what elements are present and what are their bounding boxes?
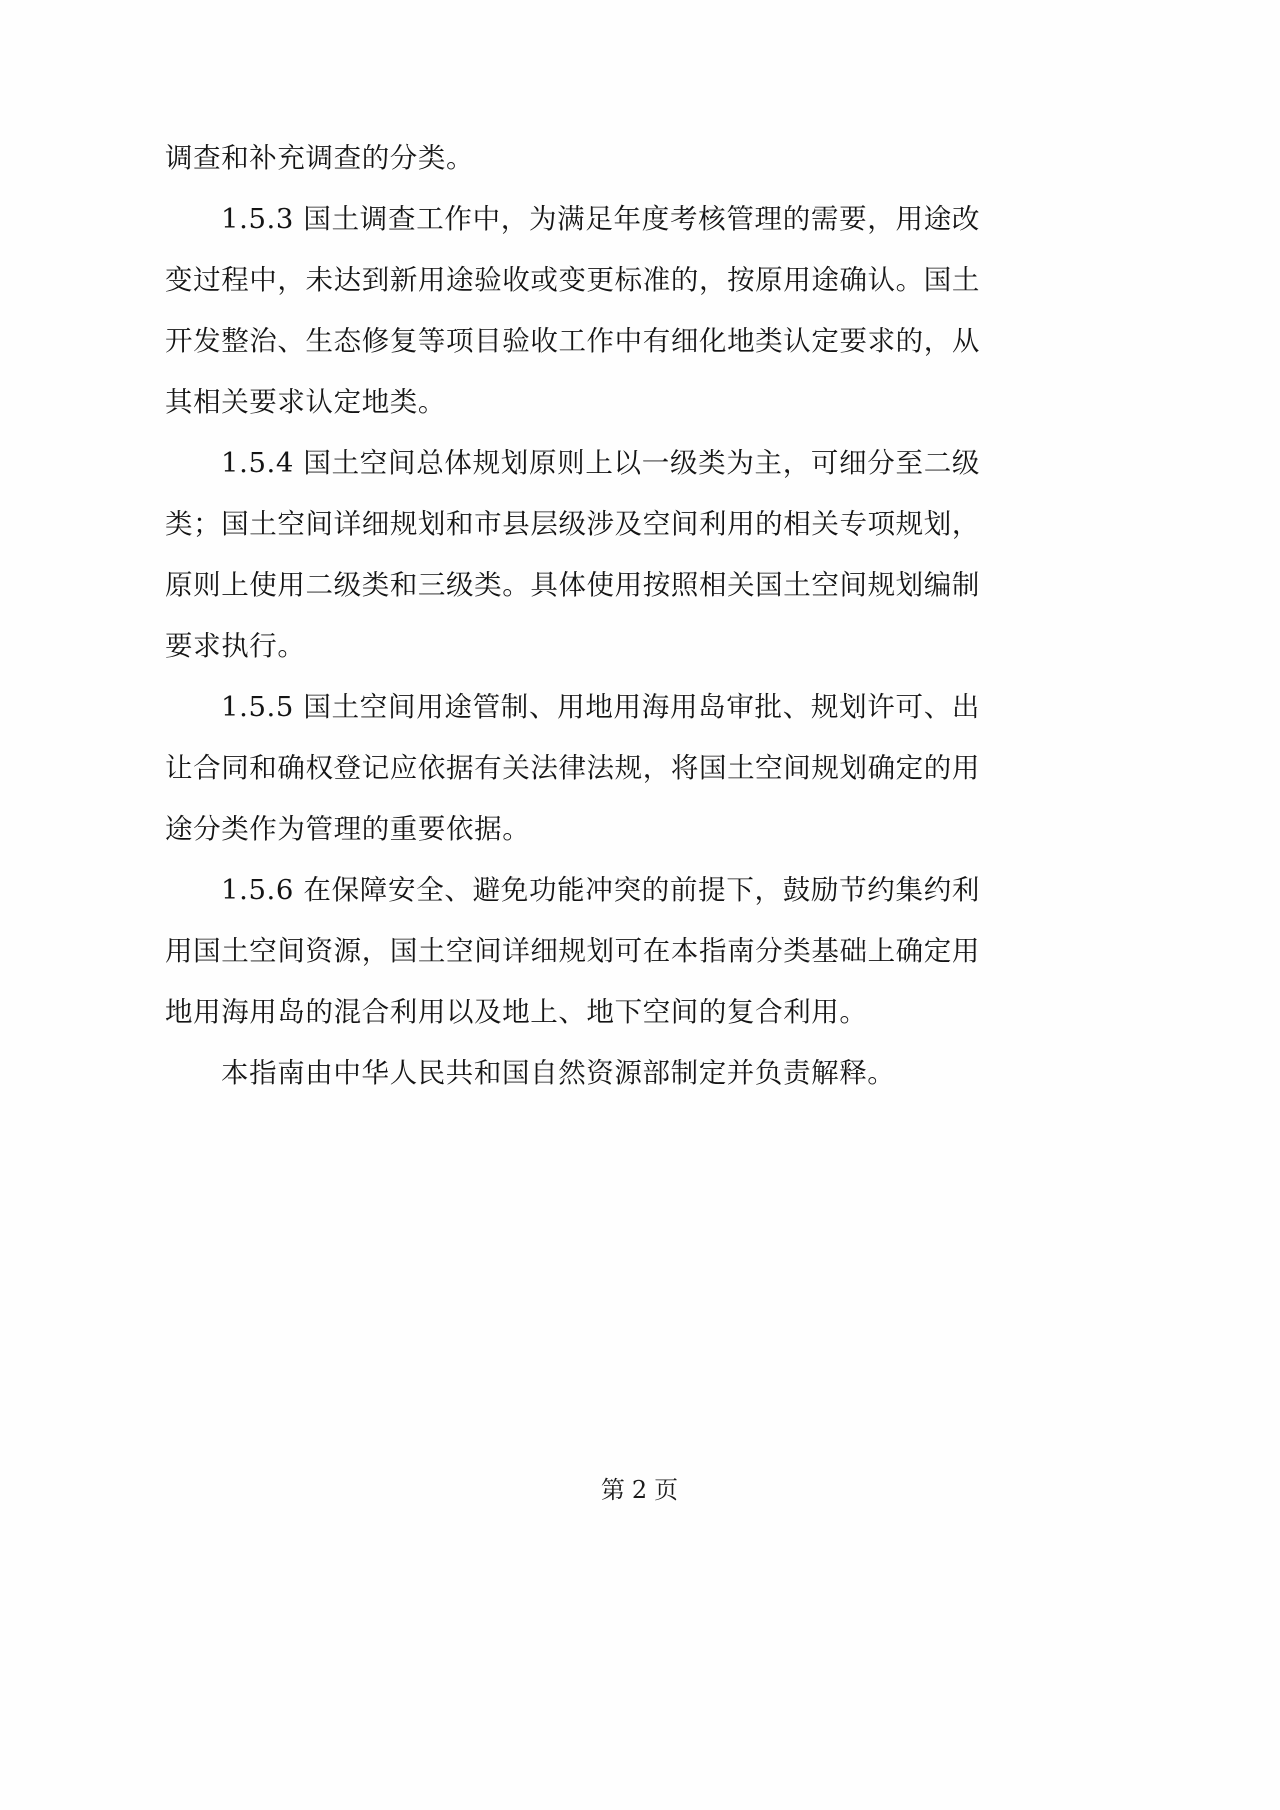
page-footer [0,1470,1280,1505]
document-body [165,128,980,1104]
footer-page-number: 2 [631,1476,649,1504]
paragraph-1-5-6: 1.5.6 在保障安全、避免功能冲突的前提下，鼓励节约集约利用国土空间资源，国土空间详细规划可在本指南分类基础上确定用地用海用岛的混合利用以及地上、地下空间的复合利用。 [165,874,980,1028]
paragraph-1-5-3: 1.5.3 国土调查工作中，为满足年度考核管理的需要，用途改变过程中，未达到新用途验收或变更标准的，按原用途确认。国土开发整治、生态修复等项目验收工作中有细化地类认定要求的，从其相关要求认定地类。 [165,203,980,418]
paragraph-closing: 本指南由中华人民共和国自然资源部制定并负责解释。 [221,1057,896,1089]
footer-suffix: 页 [654,1476,680,1504]
paragraph-1-5-5: 1.5.5 国土空间用途管制、用地用海用岛审批、规划许可、出让合同和确权登记应依据有关法律法规，将国土空间规划确定的用途分类作为管理的重要依据。 [165,691,980,845]
paragraph-continued: 调查和补充调查的分类。 [165,142,475,174]
footer-prefix: 第 [600,1476,626,1504]
paragraph-1-5-4: 1.5.4 国土空间总体规划原则上以一级类为主，可细分至二级类；国土空间详细规划和市县层级涉及空间利用的相关专项规划，原则上使用二级类和三级类。具体使用按照相关国土空间规划编制要求执行。 [165,447,980,662]
